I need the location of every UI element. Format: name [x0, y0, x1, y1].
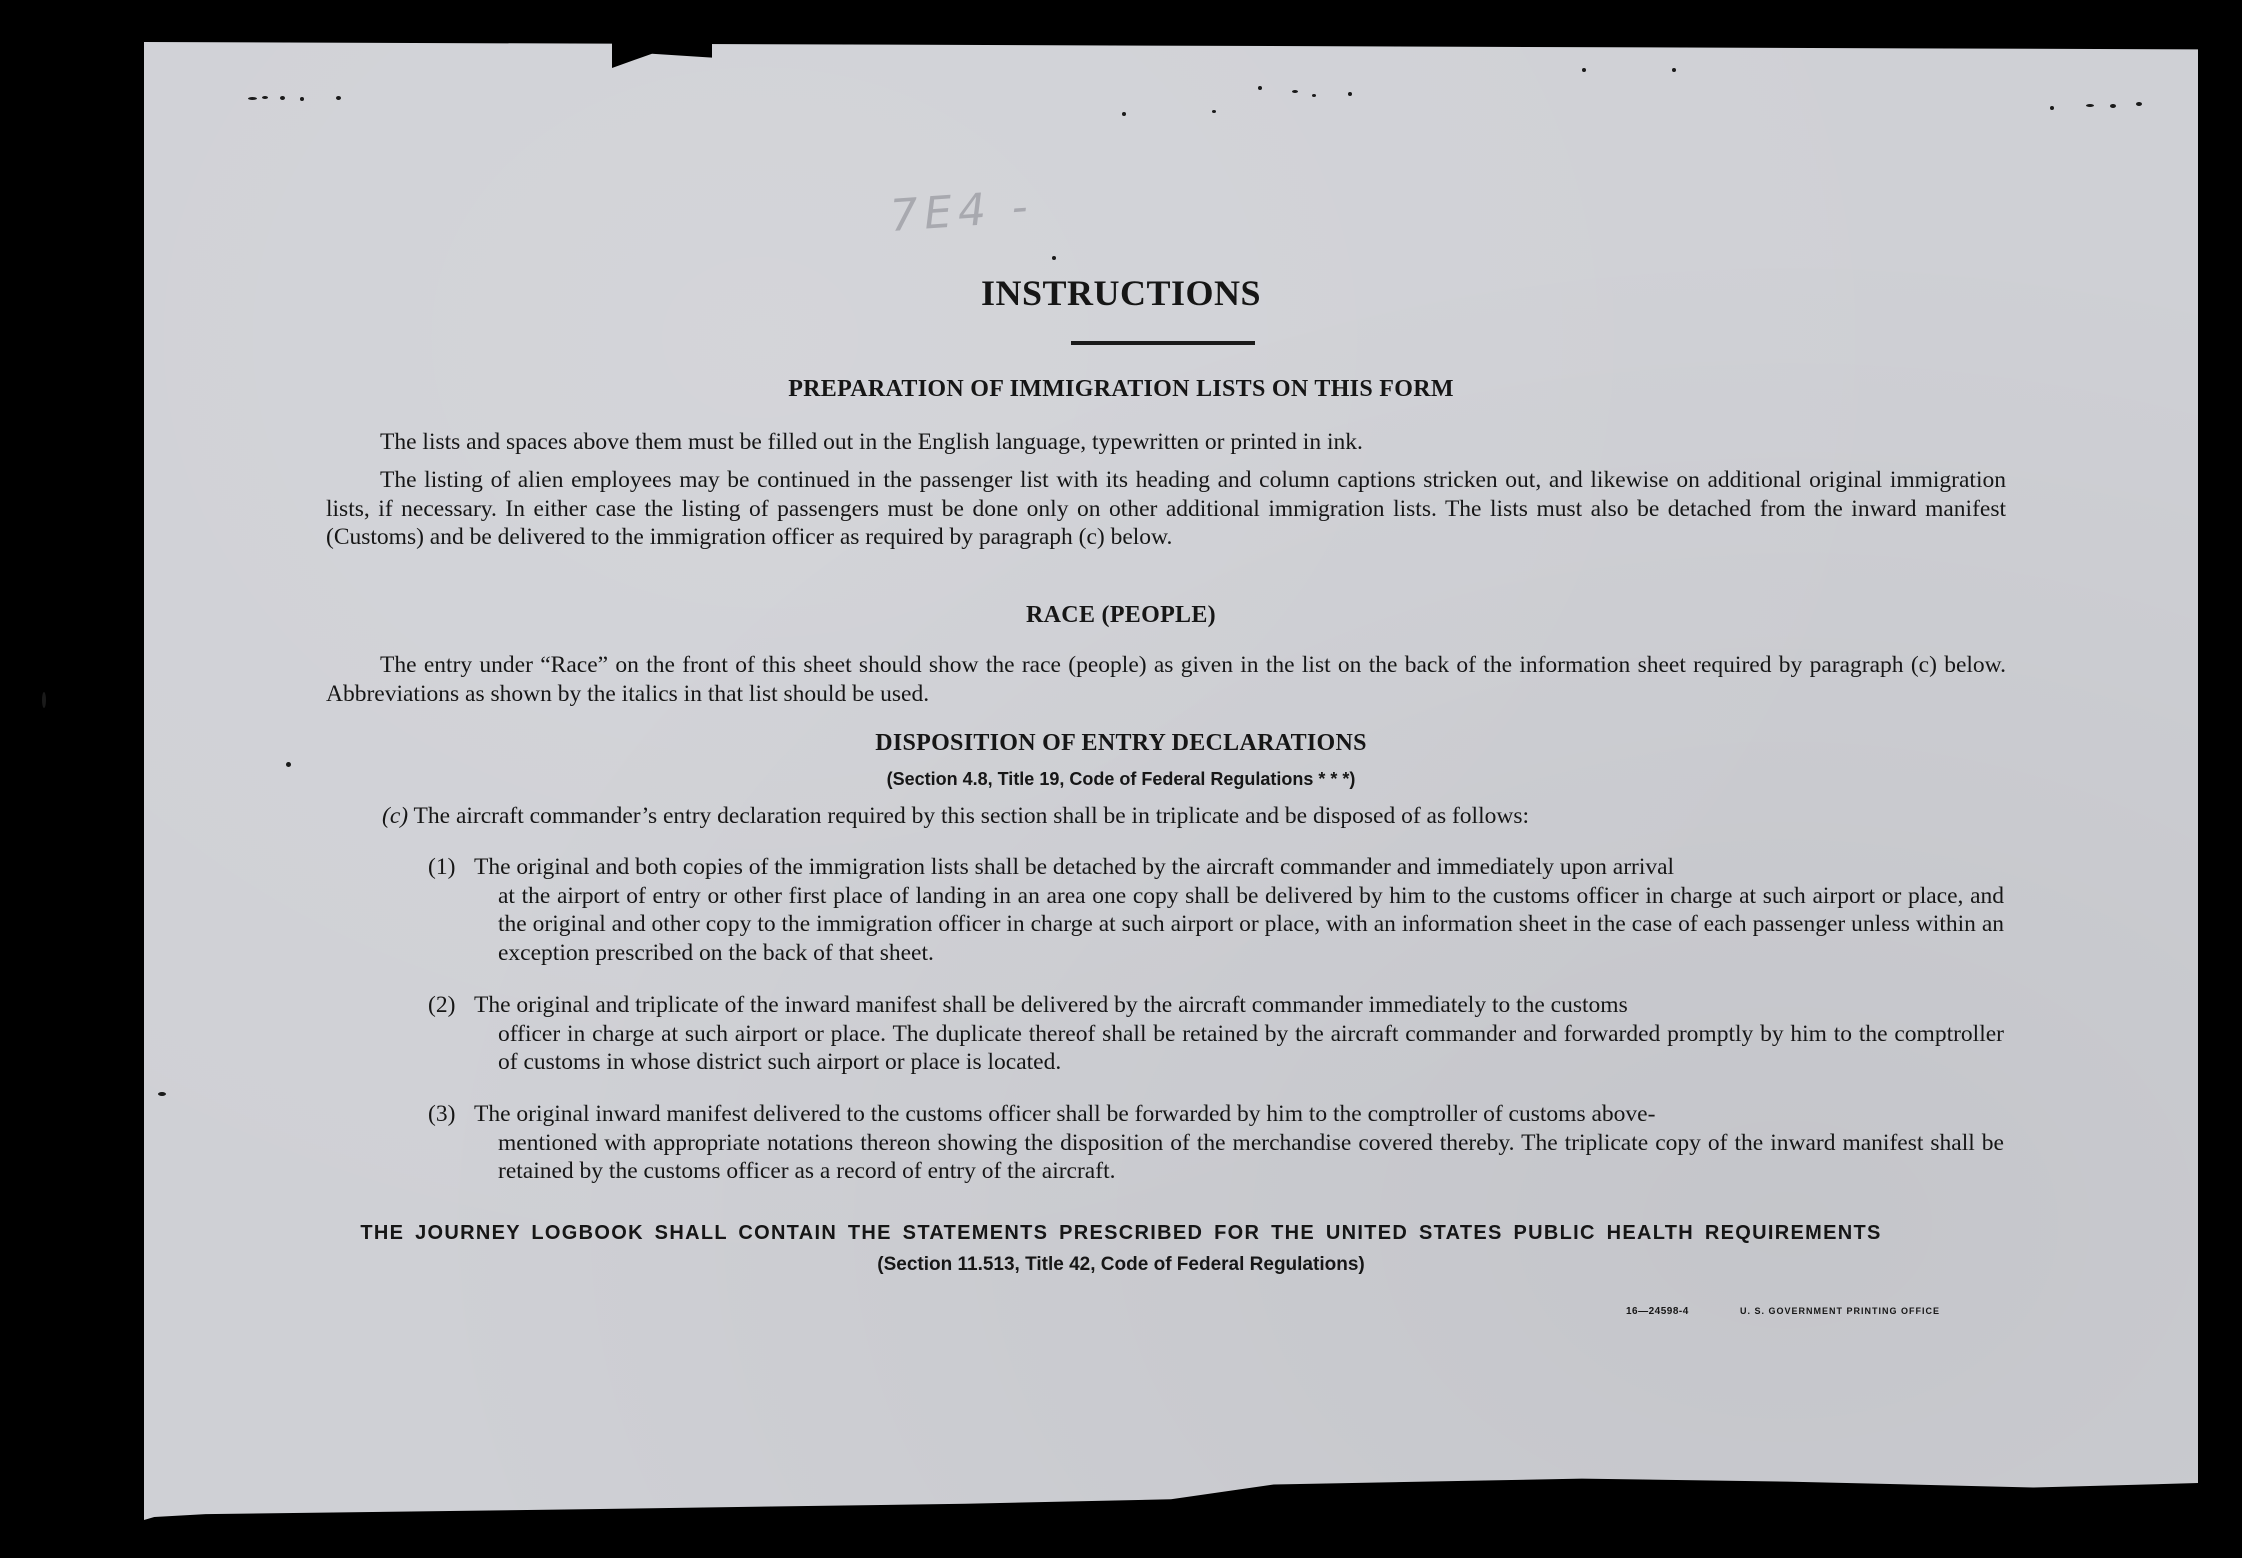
- heading-preparation: PREPARATION OF IMMIGRATION LISTS ON THIS FORM: [788, 376, 1454, 402]
- item-number: (2): [428, 992, 456, 1018]
- citation-disposition: (Section 4.8, Title 19, Code of Federal Regulations * * *): [886, 769, 1356, 789]
- item-continuation: at the airport of entry or other first place of landing in an area one copy shall be delivered by him to the customs officer in charge at such airport or place, and the original and other copy to the immigration officer in charge at such airport or place, with an information sheet in the case of each passenger unless within an exception prescribed on the back of that sheet.: [498, 882, 2004, 966]
- item-continuation: mentioned with appropriate notations thereon showing the disposition of the merchandise covered thereby. The triplicate copy of the inward manifest shall be retained by the customs officer as a record of entry of the aircraft.: [498, 1129, 2004, 1184]
- scan-speck: [280, 96, 285, 100]
- scan-speck: [1052, 256, 1056, 260]
- item-number: (1): [428, 854, 456, 880]
- scan-speck: [1212, 110, 1216, 113]
- scan-speck: [1348, 92, 1352, 96]
- intro-marker: (c): [382, 803, 409, 829]
- scan-speck: [1292, 90, 1298, 93]
- scan-speck: [158, 1092, 166, 1096]
- scan-speck: [300, 97, 304, 101]
- title-underline: [1071, 341, 1255, 345]
- scan-speck: [1312, 94, 1316, 97]
- item-first-line: The original inward manifest delivered to the customs officer shall be forwarded by him to the comptroller of customs above-: [474, 1101, 1656, 1127]
- heading-disposition: DISPOSITION OF ENTRY DECLARATIONS: [875, 730, 1367, 756]
- footer-citation: (Section 11.513, Title 42, Code of Federal Regulations): [877, 1254, 1365, 1275]
- scan-speck: [2136, 102, 2142, 106]
- scan-speck: [248, 97, 257, 100]
- print-code: 16—24598-4: [1626, 1306, 1689, 1317]
- item-first-line: The original and triplicate of the inward manifest shall be delivered by the aircraft commander immediately to the customs: [474, 992, 1628, 1018]
- intro-text: The aircraft commander’s entry declaration required by this section shall be in triplicate and be disposed of as follows:: [413, 803, 1530, 829]
- scan-speck: [336, 96, 341, 100]
- paragraph-race: The entry under “Race” on the front of this sheet should show the race (people) as given in the list on the back of the information sheet required by paragraph (c) below. Abbreviations as shown by the italics in that list should be used.: [326, 652, 2006, 707]
- scan-speck: [262, 96, 268, 99]
- paragraph-preparation-2: The listing of alien employees may be continued in the passenger list with its heading and column captions stricken out, and likewise on additional original immigration lists, if necessary. In either case the listing of passengers must be done only on other additional immigration lists. The lists must also be detached from the inward manifest (Customs) and be delivered to the immigration officer as required by paragraph (c) below.: [326, 467, 2006, 550]
- scan-speck: [286, 762, 291, 767]
- paragraph-preparation-1: The lists and spaces above them must be filled out in the English language, typewritten or printed in ink.: [380, 429, 1363, 455]
- scan-speck: [1258, 86, 1262, 90]
- printing-office: U. S. GOVERNMENT PRINTING OFFICE: [1740, 1306, 1941, 1316]
- scan-speck: [42, 692, 46, 708]
- list-item: [428, 853, 2004, 967]
- scan-speck: [2086, 104, 2094, 107]
- item-first-line: The original and both copies of the immigration lists shall be detached by the aircraft commander and immediately upon arrival: [474, 854, 1675, 880]
- scan-speck: [2110, 104, 2116, 108]
- item-continuation: officer in charge at such airport or place. The duplicate thereof shall be retained by the aircraft commander and forwarded promptly by him to the comptroller of customs in whose district such airport or place is located.: [498, 1020, 2004, 1075]
- list-item: [428, 1100, 2004, 1186]
- paragraph-disposition-intro: [382, 802, 2002, 831]
- scan-speck: [1122, 112, 1126, 116]
- footer-statement: THE JOURNEY LOGBOOK SHALL CONTAIN THE STATEMENTS PRESCRIBED FOR THE UNITED STATES PUBLIC HEALTH REQUIREMENTS: [360, 1222, 1882, 1244]
- page-title: INSTRUCTIONS: [980, 273, 1262, 313]
- heading-race: RACE (PEOPLE): [1026, 602, 1216, 628]
- handwritten-mark: 7E4 -: [888, 181, 1036, 242]
- item-number: (3): [428, 1101, 456, 1127]
- list-item: [428, 991, 2004, 1077]
- scan-speck: [2050, 106, 2054, 110]
- scan-speck: [1582, 68, 1586, 72]
- scan-speck: [1672, 68, 1676, 72]
